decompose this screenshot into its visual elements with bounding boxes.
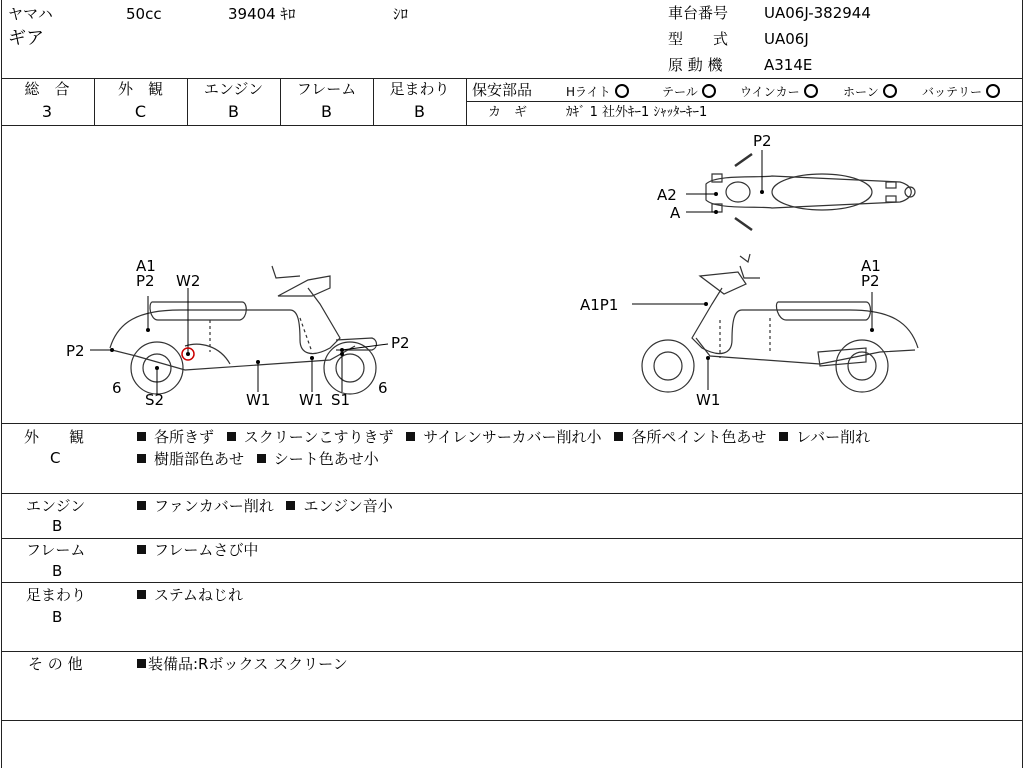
label-right-a1p1: A1P1 [580,296,619,314]
bullet-square-icon [779,432,788,441]
maker: ヤマハ [8,5,53,23]
bullet-square-icon [137,545,146,554]
damage-diagram [0,126,1024,424]
displacement: 50cc [126,5,162,23]
bullet-square-icon [137,454,146,463]
note-exterior-line1: 各所きず スクリーンこすりきず サイレンサーカバー削れ小 各所ペイント色あせ レバー削れ [137,430,870,445]
model-name: ギア [8,28,44,49]
notes-top-line [1,423,1023,424]
label-top-a2: A2 [657,186,677,204]
note-other-label: そ の 他 [28,655,83,673]
label-left-w1a: W1 [246,391,271,409]
safety-item-headlight: Hライト [566,84,629,98]
note-suspension-label: 足まわり [26,586,87,604]
note-engine-line1: ファンカバー削れ エンジン音小 [137,499,393,514]
type-value: UA06J [764,30,809,48]
note-engine-label: エンジン [26,497,86,515]
safety-mid-line [466,101,1022,102]
label-left-p2c: P2 [391,334,410,352]
mileage: 39404 ｷﾛ [228,5,296,23]
grade-suspension-label: 足まわり [389,80,450,98]
frame-number-label: 車台番号 [668,4,729,22]
engine-label: 原 動 機 [668,56,723,74]
label-left-p2a: P2 [136,272,155,290]
grades-top-line [1,78,1023,79]
safety-item-horn: ホーン [843,84,897,98]
bullet-square-icon [286,501,295,510]
grade-frame-label: フレーム [296,80,357,98]
ok-circle-icon [804,84,818,98]
notes-bottom-line [1,720,1023,721]
bullet-square-icon [406,432,415,441]
bullet-square-icon [137,659,146,668]
notes-divider [1,493,1023,494]
bullet-square-icon [227,432,236,441]
keys-text: ｶｷﾞ 1 社外ｷｰ1 ｼｬｯﾀｰｷｰ1 [566,105,708,120]
grade-exterior-value: C [134,102,147,121]
ok-circle-icon [615,84,629,98]
grade-engine-value: B [228,102,239,121]
color: ｼﾛ [393,5,409,23]
note-frame-label: フレーム [26,541,86,559]
ok-circle-icon [883,84,897,98]
label-top-a: A [670,204,681,222]
note-exterior-line2: 樹脂部色あせ シート色あせ小 [137,452,379,467]
label-left-w2: W2 [176,272,201,290]
safety-item-winker: ウインカー [740,84,818,98]
label-right-a1: A1 [861,257,881,275]
grade-divider [466,78,467,125]
label-left-s2: S2 [145,391,165,409]
label-left-w1b: W1 [299,391,324,409]
label-right-p2: P2 [861,272,880,290]
safety-item-tail: テール [662,84,716,98]
label-left-p2b: P2 [66,342,85,360]
bullet-square-icon [137,590,146,599]
grade-exterior-label: 外 観 [117,80,163,98]
grade-frame-value: B [321,102,332,121]
notes-divider [1,582,1023,583]
note-exterior-grade: C [50,449,61,467]
top-view-scooter [706,154,915,230]
label-left-a1: A1 [136,257,156,275]
ok-circle-icon [702,84,716,98]
keys-label: カ ギ [488,105,528,120]
note-suspension-grade: B [52,608,63,626]
label-top-p2: P2 [753,132,772,150]
grade-engine-label: エンジン [203,80,264,98]
bullet-square-icon [137,501,146,510]
frame-number: UA06J-382944 [764,4,871,22]
note-suspension-line1: ステムねじれ [137,588,243,603]
note-frame-grade: B [52,562,63,580]
bullet-square-icon [137,432,146,441]
grade-overall-label: 総 合 [24,80,70,98]
grade-suspension-value: B [414,102,425,121]
note-exterior-label: 外 観 [24,428,85,446]
bullet-square-icon [614,432,623,441]
label-left-s1: S1 [331,391,351,409]
label-right-w1: W1 [696,391,721,409]
notes-divider [1,651,1023,652]
note-engine-grade: B [52,517,63,535]
label-left-6a: 6 [112,379,122,397]
note-frame-line1: フレームさび中 [137,543,258,558]
label-left-6b: 6 [378,379,388,397]
safety-label: 保安部品 [472,81,533,99]
grade-overall-value: 3 [41,102,53,121]
type-label: 型 式 [668,30,729,48]
bullet-square-icon [257,454,266,463]
engine-value: A314E [764,56,813,74]
safety-item-battery: バッテリー [922,84,1000,98]
notes-divider [1,538,1023,539]
ok-circle-icon [986,84,1000,98]
note-other-line1: 装備品:Rボックス スクリーン [137,657,348,672]
